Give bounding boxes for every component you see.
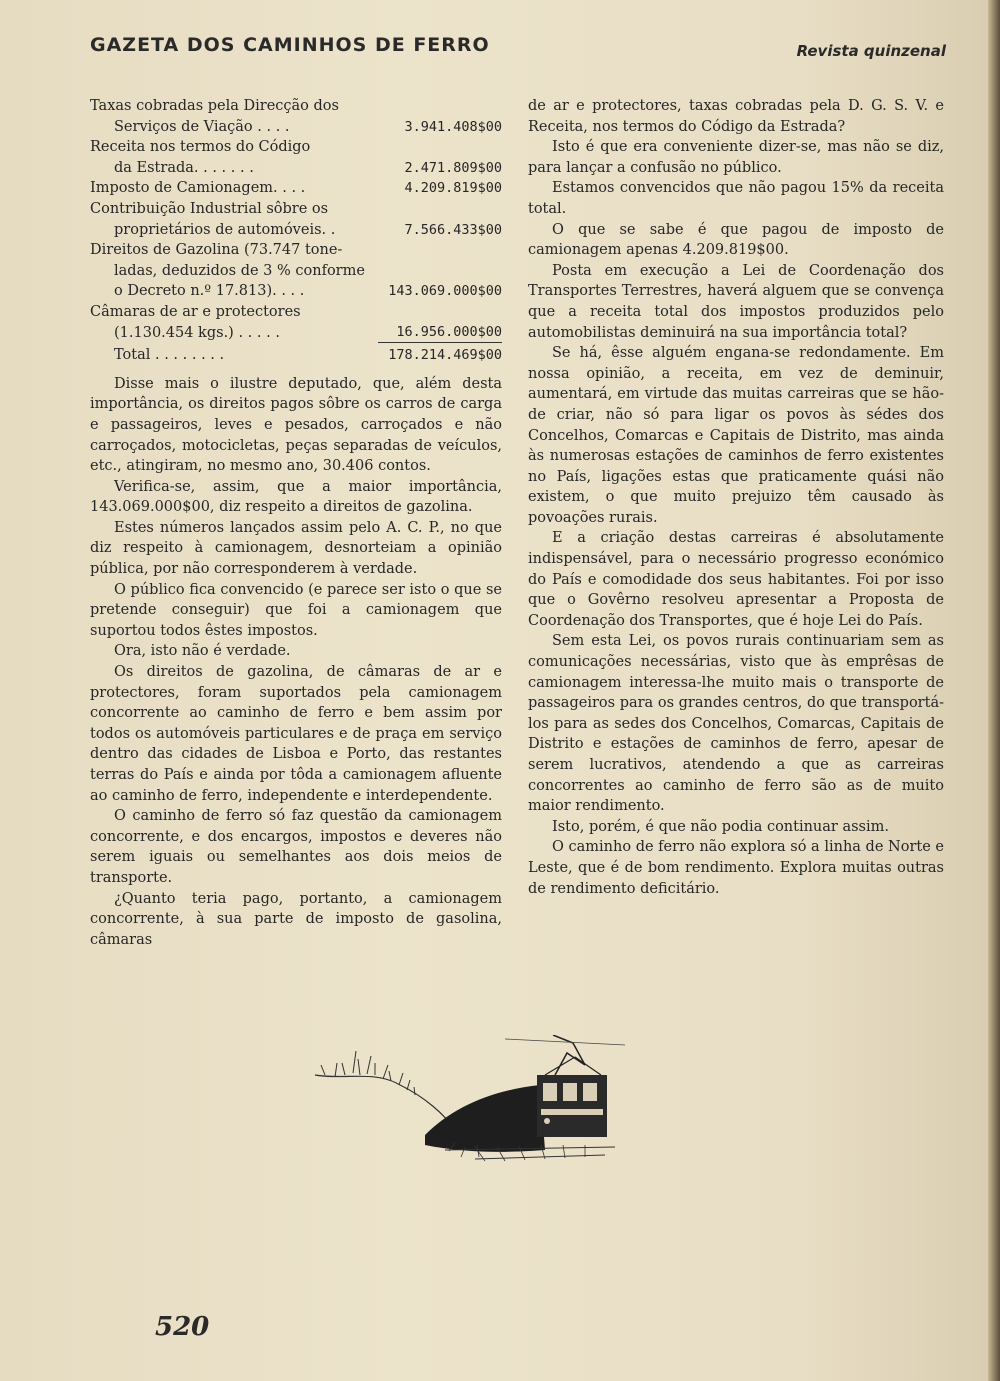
- ledger-total-row: [90, 343, 502, 366]
- paragraph: O caminho de ferro não explora só a linha de Norte e Leste, que é de bom rendimento. Explora muitas outras de rendimento deficitário.: [528, 839, 944, 897]
- ledger-total-label: Total . . . . . . . .: [114, 347, 225, 364]
- paragraph: Se há, êsse alguém engana-se redondamente. Em nossa opinião, a receita, em vez de deminuir, aumentará, em virtude das muitas carreiras que se hão-de criar, não só para ligar os povos às sédes dos Concelhos, Comarcas e Capitais de Distrito, mas ainda às numerosas estações de caminhos de ferro existentes no País, ligações estas que praticamente quási não existem, o que muito prejuizo têm causado às povoações rurais.: [528, 345, 944, 526]
- ledger-description-line: o Decreto n.º 17.813). . . .: [114, 283, 305, 300]
- ledger-description-line: (1.130.454 kgs.) . . . . .: [114, 324, 280, 341]
- paragraph: E a criação destas carreiras é absolutamente indispensável, para o necessário progresso económico do País e comodidade dos seus habitantes. Foi por isso que o Govêrno resolveu apresentar a Proposta de Coordenação dos Transportes, que é hoje Lei do País.: [528, 530, 944, 629]
- paragraph: Sem esta Lei, os povos rurais continuariam sem as comunicações necessárias, visto que às emprêsas de camionagem interessa-lhe muito mais o transporte de passageiros para os grandes centros, do que transportá-los para as sedes dos Concelhos, Comarcas, Capitais de Distrito e estações de caminhos de ferro, apesar de serem lucrativos, atendendo a que as carreiras concorrentes ao caminho de ferro são as de muito maior rendimento.: [528, 633, 944, 815]
- electric-train-illustration-icon: [305, 1035, 625, 1175]
- paragraph: Estamos convencidos que não pagou 15% da receita total.: [528, 180, 944, 217]
- ledger-description-line: Contribuição Industrial sôbre os: [90, 200, 329, 217]
- paragraph: Posta em execução a Lei de Coordenação dos Transportes Terrestres, haverá alguem que se convença que a receita total dos impostos produzidos pelo automobilistas deminuirá na sua importância total?: [528, 262, 944, 341]
- ledger-row: [90, 302, 502, 343]
- ledger-row: [90, 240, 502, 302]
- page-edge-shadow: [988, 0, 1000, 1381]
- ledger-description-line: proprietários de automóveis. .: [114, 221, 336, 238]
- paragraph: Ora, isto não é verdade.: [114, 643, 291, 660]
- ledger-value: 7.566.433$00: [404, 221, 502, 238]
- ledger-row: [90, 199, 502, 240]
- ledger-description-line: Imposto de Camionagem. . . .: [90, 180, 306, 197]
- journal-title: GAZETA DOS CAMINHOS DE FERRO: [90, 34, 490, 56]
- ledger-total-value: 178.214.469$00: [388, 347, 502, 364]
- ledger-description: [90, 137, 378, 178]
- ledger-description: [90, 96, 378, 137]
- ledger-description: [90, 302, 378, 343]
- page-number: 520: [155, 1312, 210, 1342]
- paragraph: Os direitos de gazolina, de câmaras de ar e protectores, foram suportados pela camionagem concorrente ao caminho de ferro e bem assim por todos os automóveis particulares e de praça em serviço dentro das cidades de Lisboa e Porto, das restantes terras do País e ainda por tôda a camionagem afluente ao caminho de ferro, independente e interdependente.: [90, 664, 502, 804]
- paragraph: O caminho de ferro só faz questão da camionagem concorrente, e dos encargos, impostos e deveres não serem iguais ou semelhantes aos dois meios de transporte.: [90, 808, 502, 886]
- ledger-value: 16.956.000$00: [378, 322, 502, 344]
- ledger-description: [90, 240, 378, 302]
- paragraph: de ar e protectores, taxas cobradas pela D. G. S. V. e Receita, nos termos do Código da Estrada?: [528, 98, 944, 135]
- ledger-value: 3.941.408$00: [404, 118, 502, 135]
- paragraph: Isto, porém, é que não podia continuar assim.: [552, 818, 889, 835]
- paragraph: Estes números lançados assim pelo A. C. P., no que diz respeito à camionagem, desnorteiam a opinião pública, por não corresponderem à verdade.: [90, 519, 502, 578]
- ledger-row: [90, 96, 502, 137]
- revenue-ledger: [90, 96, 502, 366]
- ledger-description-line: Taxas cobradas pela Direcção dos: [90, 98, 339, 114]
- ledger-value: 4.209.819$00: [404, 180, 502, 197]
- left-column: [90, 96, 502, 950]
- ledger-description-line: ladas, deduzidos de 3 % conforme: [114, 262, 365, 279]
- ledger-row: [90, 178, 502, 199]
- journal-subtitle: Revista quinzenal: [796, 42, 946, 60]
- ledger-description-line: Receita nos termos do Código: [90, 139, 311, 156]
- paragraph: Isto é que era conveniente dizer-se, mas não se diz, para lançar a confusão no público.: [528, 139, 944, 176]
- paragraph: Disse mais o ilustre deputado, que, além desta importância, os direitos pagos sôbre os carros de carga e passageiros, leves e pesados, carroçados e não carroçados, motocicletas, peças separadas de veículos, etc., atingiram, no mesmo ano, 30.406 contos.: [90, 375, 502, 475]
- right-column: [528, 96, 944, 899]
- paragraph: Verifica-se, assim, que a maior importância, 143.069.000$00, diz respeito a direitos de gazolina.: [90, 478, 502, 516]
- ledger-description-line: Direitos de Gazolina (73.747 tone-: [90, 242, 343, 259]
- ledger-description-line: da Estrada. . . . . . .: [114, 159, 254, 176]
- ledger-row: [90, 137, 502, 178]
- left-paragraphs: [90, 374, 502, 951]
- ledger-value: 143.069.000$00: [388, 283, 502, 300]
- paragraph: O público fica convencido (e parece ser isto o que se pretende conseguir) que foi a camionagem que suportou todos êstes impostos.: [90, 581, 502, 639]
- ledger-value: 2.471.809$00: [404, 159, 502, 176]
- paragraph: O que se sabe é que pagou de imposto de camionagem apenas 4.209.819$00.: [528, 221, 944, 259]
- ledger-description-line: Câmaras de ar e protectores: [90, 303, 301, 320]
- paragraph: ¿Quanto teria pago, portanto, a camionagem concorrente, à sua parte de imposto de gasolina, câmaras: [90, 890, 502, 948]
- ledger-description: [90, 178, 378, 199]
- ledger-description: [90, 199, 378, 240]
- ledger-description-line: Serviços de Viação . . . .: [114, 118, 290, 135]
